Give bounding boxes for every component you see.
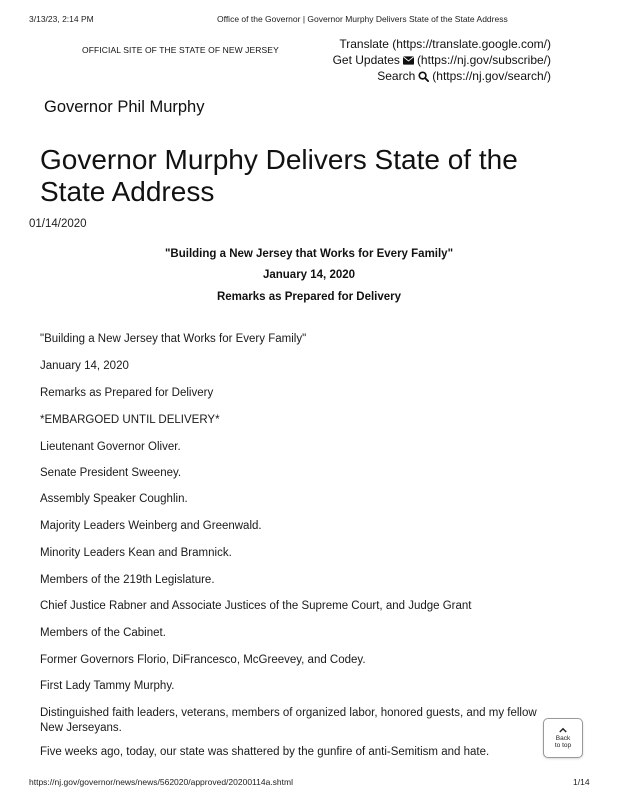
paragraph: Former Governors Florio, DiFrancesco, McGreevey, and Codey. xyxy=(40,654,366,666)
paragraph: Members of the 219th Legislature. xyxy=(40,574,215,586)
print-page-title: Office of the Governor | Governor Murphy Delivers State of the State Address xyxy=(217,14,508,24)
paragraph: Members of the Cabinet. xyxy=(40,627,166,639)
translate-link[interactable] xyxy=(333,36,551,52)
envelope-icon xyxy=(403,55,414,66)
back-to-top-line1: Back xyxy=(555,735,571,742)
paragraph: "Building a New Jersey that Works for Every Family" xyxy=(40,333,307,345)
governor-name-link[interactable]: Governor Phil Murphy xyxy=(44,98,205,116)
chevron-up-icon xyxy=(559,727,567,733)
utility-links xyxy=(333,36,551,84)
paragraph: Majority Leaders Weinberg and Greenwald. xyxy=(40,520,262,532)
paragraph: Assembly Speaker Coughlin. xyxy=(40,493,188,505)
translate-link-text: Translate (https://translate.google.com/) xyxy=(339,37,551,51)
search-label: Search xyxy=(377,69,416,83)
back-to-top-button[interactable] xyxy=(543,718,583,758)
paragraph: Lieutenant Governor Oliver. xyxy=(40,441,181,453)
paragraph: Chief Justice Rabner and Associate Justices of the Supreme Court, and Judge Grant xyxy=(40,600,472,612)
paragraph: Remarks as Prepared for Delivery xyxy=(40,387,214,399)
paragraph: Five weeks ago, today, our state was shattered by the gunfire of anti-Semitism and hate. xyxy=(40,746,490,758)
article-date: 01/14/2020 xyxy=(29,218,87,230)
get-updates-link[interactable] xyxy=(333,52,551,68)
paragraph: Senate President Sweeney. xyxy=(40,467,182,479)
magnifier-icon xyxy=(418,71,429,82)
print-footer-url: https://nj.gov/governor/news/news/562020/approved/20200114a.shtml xyxy=(29,777,293,787)
print-page-number: 1/14 xyxy=(573,777,590,787)
back-to-top-line2: to top xyxy=(554,742,572,749)
print-datetime: 3/13/23, 2:14 PM xyxy=(29,14,94,24)
search-url: (https://nj.gov/search/) xyxy=(432,69,551,83)
paragraph: Minority Leaders Kean and Bramnick. xyxy=(40,547,232,559)
official-site-label: OFFICIAL SITE OF THE STATE OF NEW JERSEY xyxy=(82,45,279,55)
search-link[interactable] xyxy=(333,68,551,84)
paragraph: January 14, 2020 xyxy=(40,360,129,372)
centered-date: January 14, 2020 xyxy=(262,269,356,281)
paragraph: Distinguished faith leaders, veterans, members of organized labor, honored guests, and my fellow New Jerseyans. xyxy=(40,707,537,734)
article-headline: Governor Murphy Delivers State of the State Address xyxy=(40,144,518,207)
centered-title: "Building a New Jersey that Works for Every Family" xyxy=(164,248,454,260)
get-updates-url: (https://nj.gov/subscribe/) xyxy=(416,53,551,67)
get-updates-label: Get Updates xyxy=(332,53,400,67)
paragraph: First Lady Tammy Murphy. xyxy=(40,680,175,692)
centered-remarks: Remarks as Prepared for Delivery xyxy=(216,291,402,303)
paragraph: *EMBARGOED UNTIL DELIVERY* xyxy=(40,414,220,426)
